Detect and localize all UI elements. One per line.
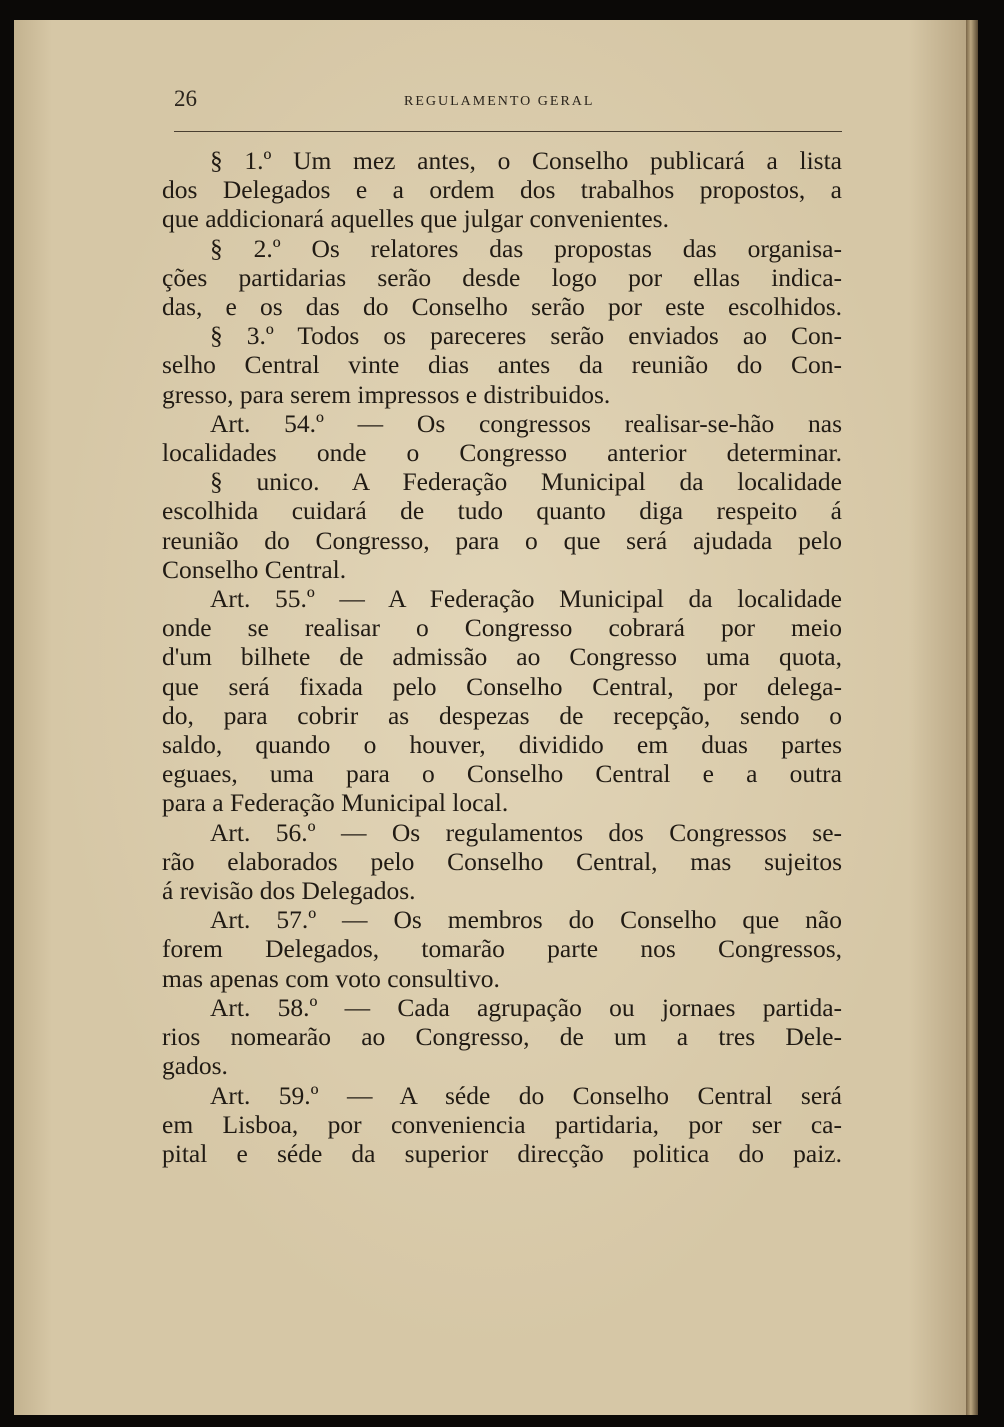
text-line: em Lisboa, por conveniencia partidaria, por ser ca- xyxy=(162,1109,842,1139)
text-line: eguaes, uma para o Conselho Central e a outra xyxy=(162,759,842,789)
text-line: do, para cobrir as despezas de recepção, sendo o xyxy=(162,700,842,730)
text-line: que será fixada pelo Conselho Central, por delega- xyxy=(162,671,842,701)
text-line: Art. 57.º — Os membros do Conselho que não xyxy=(210,905,842,935)
text-line: Art. 59.º — A séde do Conselho Central será xyxy=(210,1080,842,1110)
text-line: § 3.º Todos os pareceres serão enviados ao Con- xyxy=(210,321,842,351)
text-line: gados. xyxy=(162,1051,228,1081)
text-line: Art. 56.º — Os regulamentos dos Congressos se- xyxy=(210,817,842,847)
text-line: das, e os das do Conselho serão por este escolhidos. xyxy=(162,292,842,322)
text-line: escolhida cuidará de tudo quanto diga respeito á xyxy=(162,496,842,526)
text-line: para a Federação Municipal local. xyxy=(162,788,509,818)
text-line: localidades onde o Congresso anterior determinar. xyxy=(162,438,842,468)
text-line: § 1.º Um mez antes, o Conselho publicará a lista xyxy=(210,146,842,175)
text-line: mas apenas com voto consultivo. xyxy=(162,963,500,993)
page-number: 26 xyxy=(174,86,197,111)
text-line: reunião do Congresso, para o que será ajudada pelo xyxy=(162,525,842,555)
page-header xyxy=(174,86,842,120)
text-line: Art. 58.º — Cada agrupação ou jornaes partida- xyxy=(210,992,842,1022)
text-line: onde se realisar o Congresso cobrará por meio xyxy=(162,613,842,643)
book-spine xyxy=(966,20,978,1415)
text-line: ções partidarias serão desde logo por ellas indica- xyxy=(162,262,842,292)
running-title: REGULAMENTO GERAL xyxy=(404,94,595,109)
header-rule xyxy=(174,131,842,132)
text-line: gresso, para serem impressos e distribuidos. xyxy=(162,379,611,409)
text-line: saldo, quando o houver, dividido em duas partes xyxy=(162,730,842,760)
text-line: pital e séde da superior direcção politica do paiz. xyxy=(162,1138,842,1168)
text-line: Art. 55.º — A Federação Municipal da localidade xyxy=(210,584,842,614)
text-line: d'um bilhete de admissão ao Congresso uma quota, xyxy=(162,642,842,672)
text-line: § unico. A Federação Municipal da localidade xyxy=(210,467,842,497)
text-line: Conselho Central. xyxy=(162,554,347,584)
text-line: forem Delegados, tomarão parte nos Congressos, xyxy=(162,934,842,964)
text-line: § 2.º Os relatores das propostas das organisa- xyxy=(210,233,842,263)
text-line: selho Central vinte dias antes da reunião do Con- xyxy=(162,350,842,380)
text-line: rão elaborados pelo Conselho Central, mas sujeitos xyxy=(162,846,842,876)
text-line: dos Delegados e a ordem dos trabalhos propostos, a xyxy=(162,175,842,205)
text-line: á revisão dos Delegados. xyxy=(162,876,416,906)
text-line: que addicionará aquelles que julgar convenientes. xyxy=(162,204,669,234)
body-text xyxy=(162,146,842,1168)
text-line: Art. 54.º — Os congressos realisar-se-hão nas xyxy=(210,408,842,438)
text-line: rios nomearão ao Congresso, de um a tres Dele- xyxy=(162,1022,842,1052)
